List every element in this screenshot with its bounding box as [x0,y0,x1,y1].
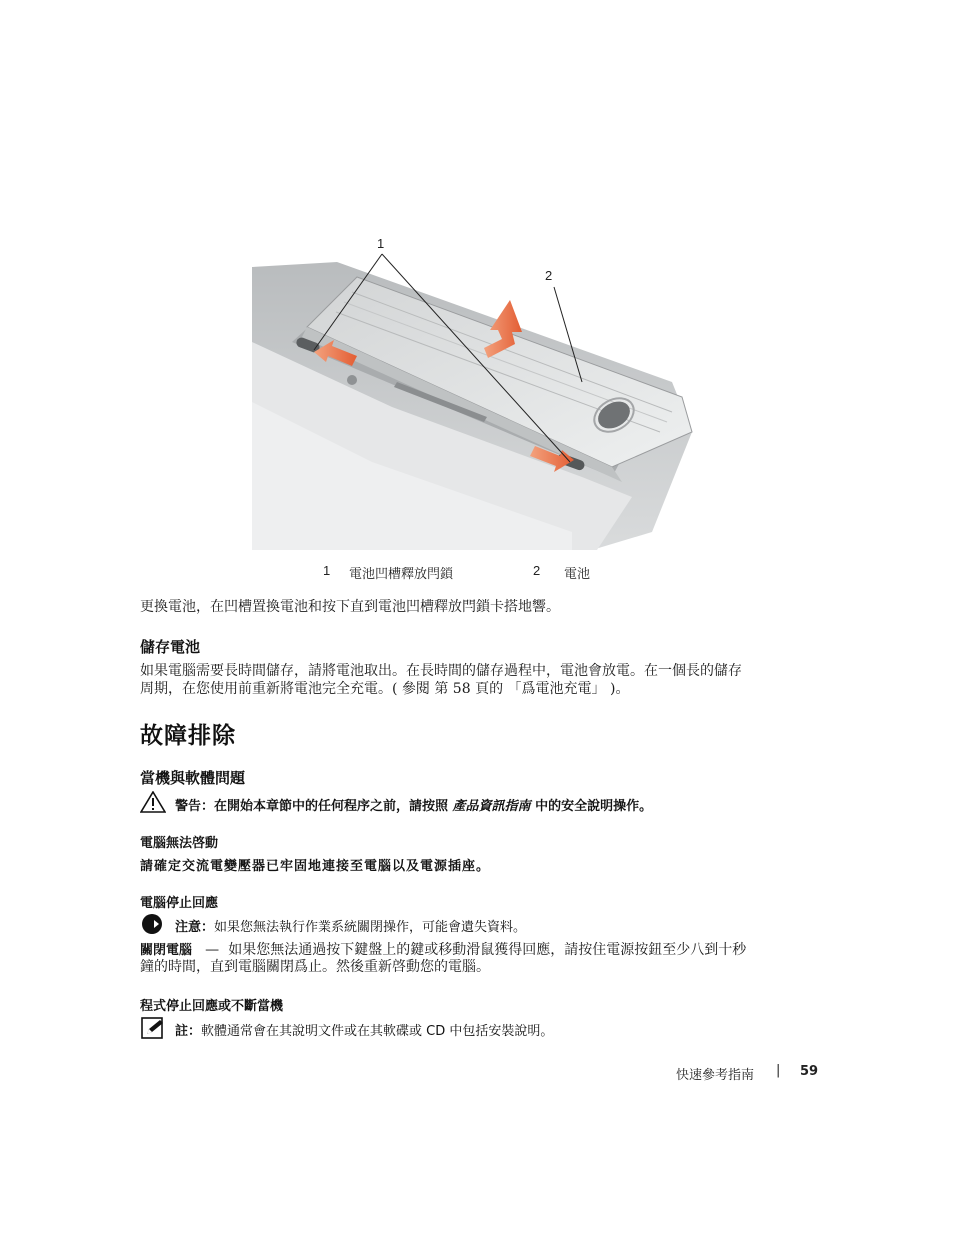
note-label: 註： [175,1024,202,1039]
caption-latch: 電池凹槽釋放閂鎖 [349,567,454,582]
replace-battery-text: 更換電池，在凹槽置換電池和按下直到電池凹槽釋放閂鎖卡搭地響。 [140,599,560,615]
caption-number-1: 1 [323,563,331,578]
footer-guide-title: 快速參考指南 [676,1068,755,1083]
shutdown-instruction [140,939,746,959]
shutdown-label: 關閉電腦 [140,943,193,958]
warning-text-after: 中的安全說明操作。 [530,799,653,814]
note-pencil-icon [141,1017,165,1039]
shutdown-dash: — [205,942,220,958]
no-start-text: 請確定交流電變壓器已牢固地連接至電腦以及電源插座。 [140,859,491,874]
battery-figure [252,232,697,550]
warning-icon [140,791,166,813]
troubleshooting-heading: 故障排除 [140,723,236,749]
warning-notice [175,795,652,814]
storage-text-line1: 如果電腦需要長時間儲存，請將電池取出。在長時間的儲存過程中，電池會放電。在一個長的儲存 [140,663,742,679]
note-install [175,1020,553,1039]
battery-illustration [252,232,697,550]
notice-label: 注意： [175,920,215,935]
notice-text: 如果您無法執行作業系統關閉操作，可能會遺失資料。 [214,920,527,935]
caption-number-2: 2 [533,563,541,578]
notice-icon [141,913,163,935]
storage-text-line2: 周期，在您使用前重新將電池完全充電。( 參閱 第 58 頁的 「爲電池充電」 )。 [140,681,630,697]
footer-separator: | [776,1063,781,1078]
warning-label: 警告： [175,799,215,814]
notice-data-loss [175,916,526,935]
shutdown-text-line1: 如果您無法通過按下鍵盤上的鍵或移動滑鼠獲得回應，請按住電源按鈕至少八到十秒 [228,942,747,958]
screw [347,375,357,385]
callout-number-2: 2 [545,268,553,283]
callout-number-1: 1 [377,236,385,251]
program-hang-heading: 程式停止回應或不斷當機 [140,999,284,1014]
note-text: 軟體通常會在其說明文件或在其軟碟或 CD 中包括安裝說明。 [201,1024,554,1039]
shutdown-text-line2: 鐘的時間，直到電腦關閉爲止。然後重新啓動您的電腦。 [140,959,490,975]
page-number: 59 [800,1064,819,1079]
storage-heading: 儲存電池 [140,638,201,656]
not-responding-heading: 電腦停止回應 [140,896,219,911]
warning-text-before: 在開始本章節中的任何程序之前，請按照 [214,799,453,814]
warning-guide-title: 產品資訊指南 [452,799,531,814]
lockups-heading: 當機與軟體問題 [140,769,246,787]
caption-battery: 電池 [564,567,591,582]
no-start-heading: 電腦無法啓動 [140,836,219,851]
